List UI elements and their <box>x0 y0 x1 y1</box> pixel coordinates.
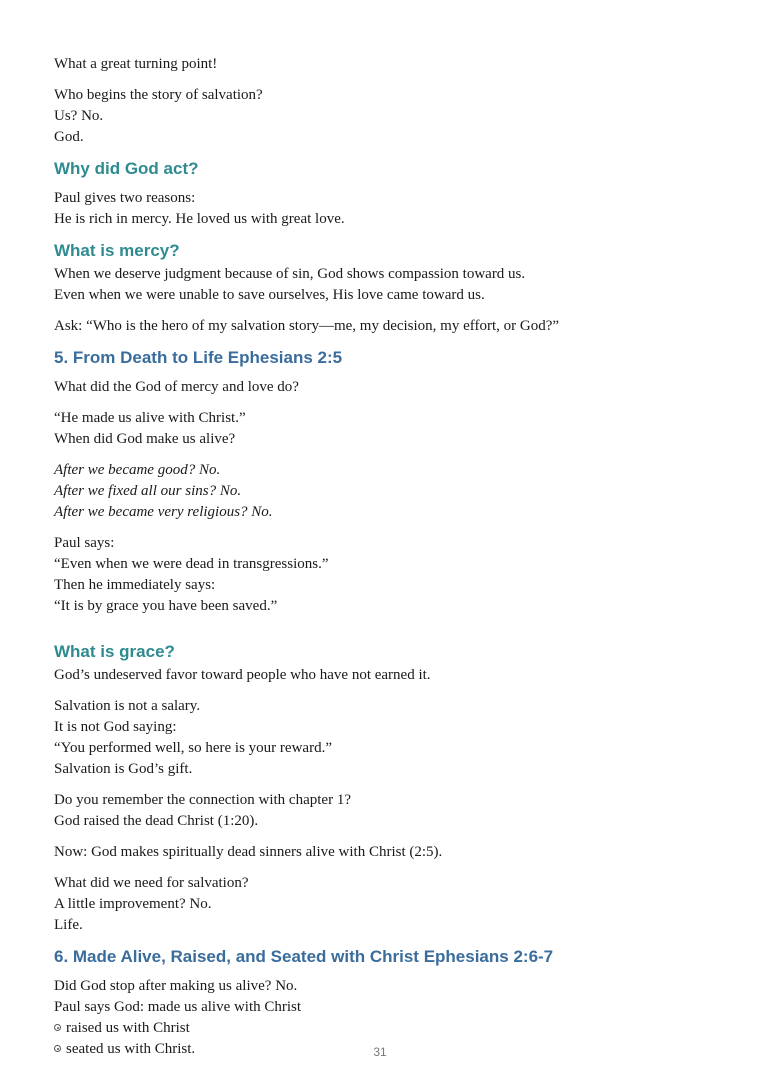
list-item <box>54 1018 714 1039</box>
text-line: God raised the dead Christ (1:20). <box>54 813 259 829</box>
text-line: A little improvement? No. <box>54 896 212 912</box>
text-line: After we became very religious? No. <box>54 504 273 520</box>
text-line: Who begins the story of salvation? <box>54 87 263 103</box>
intro-paragraph-2 <box>54 85 714 148</box>
heading-what-is-grace: What is grace? <box>54 642 175 661</box>
section5-italic-paragraph <box>54 460 714 523</box>
heading-what-is-mercy: What is mercy? <box>54 241 180 260</box>
grace-paragraph-4: Now: God makes spiritually dead sinners alive with Christ (2:5). <box>54 844 443 860</box>
text-line: “He made us alive with Christ.” <box>54 410 246 426</box>
text-line: Paul says: <box>54 535 115 551</box>
grace-paragraph-1: God’s undeserved favor toward people who have not earned it. <box>54 667 431 683</box>
mercy-paragraph-1 <box>54 264 714 306</box>
text-line: He is rich in mercy. He loved us with great love. <box>54 211 345 227</box>
text-line: After we fixed all our sins? No. <box>54 483 242 499</box>
text-line: Even when we were unable to save ourselves, His love came toward us. <box>54 287 485 303</box>
section5-paragraph-1: What did the God of mercy and love do? <box>54 379 299 395</box>
text-line: Salvation is not a salary. <box>54 698 201 714</box>
heading-section-6: 6. Made Alive, Raised, and Seated with Christ Ephesians 2:6-7 <box>54 947 554 966</box>
text-line: Us? No. <box>54 108 104 124</box>
list-item-text: seated us with Christ. <box>66 1041 196 1057</box>
mercy-paragraph-2: Ask: “Who is the hero of my salvation story—me, my decision, my effort, or God?” <box>54 318 560 334</box>
text-line: Do you remember the connection with chapter 1? <box>54 792 351 808</box>
section5-paragraph-3 <box>54 533 714 617</box>
text-line: Then he immediately says: <box>54 577 216 593</box>
text-line: What did we need for salvation? <box>54 875 249 891</box>
bullet-icon <box>54 1024 61 1031</box>
grace-paragraph-5 <box>54 873 714 936</box>
grace-paragraph-3 <box>54 790 714 832</box>
spacer <box>54 627 714 641</box>
heading-why-did-god-act: Why did God act? <box>54 159 199 178</box>
text-line: “It is by grace you have been saved.” <box>54 598 278 614</box>
text-line: God. <box>54 129 84 145</box>
text-line: When we deserve judgment because of sin, God shows compassion toward us. <box>54 266 526 282</box>
text-line: Paul gives two reasons: <box>54 190 196 206</box>
heading-section-5: 5. From Death to Life Ephesians 2:5 <box>54 348 343 367</box>
text-line: When did God make us alive? <box>54 431 236 447</box>
text-line: It is not God saying: <box>54 719 177 735</box>
text-line: After we became good? No. <box>54 462 221 478</box>
section6-paragraph-1 <box>54 976 714 1018</box>
text-line: Paul says God: made us alive with Christ <box>54 999 302 1015</box>
text-line: Salvation is God’s gift. <box>54 761 193 777</box>
page-content <box>54 54 714 1060</box>
why-act-paragraph <box>54 188 714 230</box>
list-item-text: raised us with Christ <box>66 1020 190 1036</box>
text-line: “You performed well, so here is your reward.” <box>54 740 332 756</box>
text-line: “Even when we were dead in transgressions.” <box>54 556 329 572</box>
intro-paragraph-1: What a great turning point! <box>54 56 218 72</box>
grace-paragraph-2 <box>54 696 714 780</box>
section5-paragraph-2 <box>54 408 714 450</box>
text-line: Did God stop after making us alive? No. <box>54 978 298 994</box>
page-number: 31 <box>373 1045 387 1059</box>
text-line: Life. <box>54 917 83 933</box>
